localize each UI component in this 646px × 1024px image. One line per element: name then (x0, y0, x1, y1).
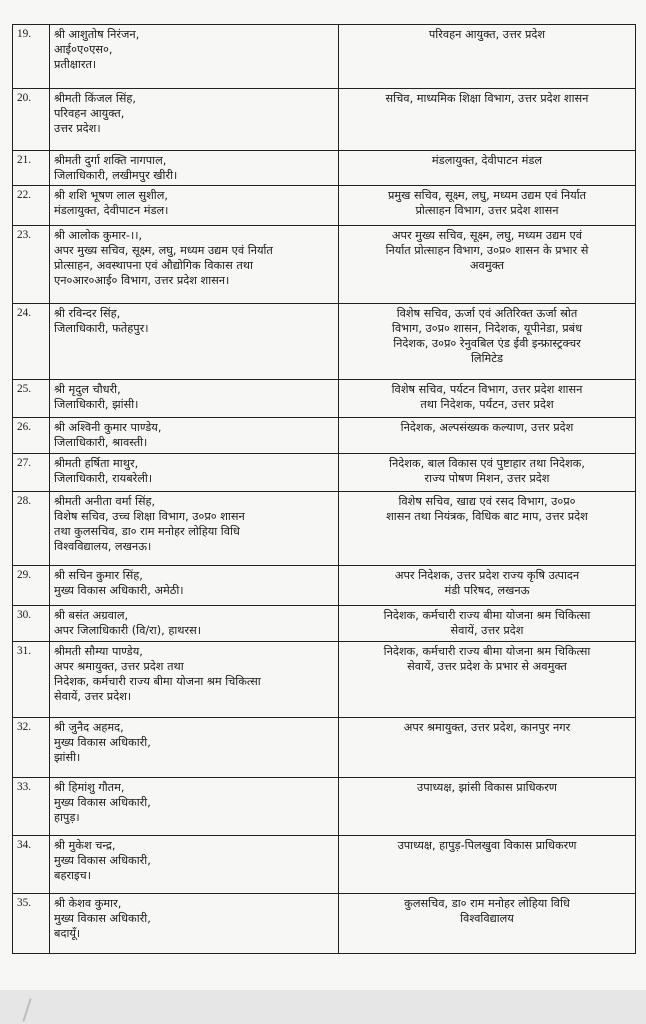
table-row (13, 25, 636, 89)
officer-line: तथा कुलसचिव, डा० राम मनोहर लोहिया विधि (54, 525, 240, 538)
officer-cell (50, 894, 339, 954)
officer-line: आई०ए०एस०, (54, 43, 113, 56)
officer-line: अपर श्रमायुक्त, उत्तर प्रदेश तथा (54, 660, 184, 673)
posting-line: विशेष सचिव, खाद्य एवं रसद विभाग, उ०प्र० (398, 495, 576, 508)
table-row (13, 186, 636, 226)
new-posting-cell (339, 151, 636, 186)
officer-line: श्री जुनैद अहमद, (54, 721, 124, 734)
serial-number: 22. (13, 186, 50, 226)
officer-cell (50, 454, 339, 492)
officer-cell (50, 836, 339, 894)
officer-cell (50, 89, 339, 151)
posting-line: अपर निदेशक, उत्तर प्रदेश राज्य कृषि उत्पादन (394, 569, 580, 582)
officer-line: श्री सचिन कुमार सिंह, (54, 569, 143, 582)
officer-line: श्री रविन्दर सिंह, (54, 307, 121, 320)
posting-line: मंडी परिषद, लखनऊ (444, 584, 530, 597)
officer-line: श्रीमती दुर्गा शक्ति नागपाल, (54, 154, 167, 167)
officer-line: प्रतीक्षारत। (54, 58, 97, 71)
posting-line: लिमिटेड (470, 352, 503, 365)
serial-number: 31. (13, 642, 50, 718)
officer-line: श्रीमती अनीता वर्मा सिंह, (54, 495, 156, 508)
new-posting-cell (339, 566, 636, 606)
posting-line: अपर श्रमायुक्त, उत्तर प्रदेश, कानपुर नगर (403, 721, 571, 734)
officer-line: श्री हिमांशु गौतम, (54, 781, 125, 794)
new-posting-cell (339, 778, 636, 836)
posting-line: सेवायें, उत्तर प्रदेश के प्रभार से अवमुक्त (407, 660, 567, 673)
officer-line: मुख्य विकास अधिकारी, (54, 796, 151, 809)
officer-cell (50, 226, 339, 304)
officer-cell (50, 380, 339, 418)
officer-cell (50, 606, 339, 642)
table-row (13, 454, 636, 492)
posting-line: मंडलायुक्त, देवीपाटन मंडल (431, 154, 543, 167)
officer-line: जिलाधिकारी, श्रावस्ती। (54, 436, 148, 449)
serial-number: 24. (13, 304, 50, 380)
officer-cell (50, 418, 339, 454)
officer-line: श्री मृदुल चौधरी, (54, 383, 121, 396)
serial-number: 30. (13, 606, 50, 642)
table-row (13, 380, 636, 418)
serial-number: 28. (13, 492, 50, 566)
officer-line: जिलाधिकारी, फतेहपुर। (54, 322, 149, 335)
posting-line: शासन तथा नियंत्रक, विधिक बाट माप, उत्तर प्रदेश (386, 510, 588, 523)
serial-number: 29. (13, 566, 50, 606)
officer-line: झांसी। (54, 751, 81, 764)
posting-line: प्रोत्साहन विभाग, उत्तर प्रदेश शासन (415, 204, 559, 217)
officer-cell (50, 492, 339, 566)
officer-line: मंडलायुक्त, देवीपाटन मंडल। (54, 204, 169, 217)
new-posting-cell (339, 418, 636, 454)
officer-line: श्री मुकेश चन्द्र, (54, 839, 116, 852)
table-row (13, 492, 636, 566)
new-posting-cell (339, 226, 636, 304)
officer-line: श्री शशि भूषण लाल सुशील, (54, 189, 168, 202)
posting-line: निदेशक, अल्पसंख्यक कल्याण, उत्तर प्रदेश (400, 421, 574, 434)
new-posting-cell (339, 492, 636, 566)
serial-number: 34. (13, 836, 50, 894)
officer-line: एन०आर०आई० विभाग, उत्तर प्रदेश शासन। (54, 274, 230, 287)
posting-line: निदेशक, उ०प्र० रेनुवबिल एंड ईवी इन्फ्रास्ट्रक्चर (393, 337, 581, 350)
posting-line: विभाग, उ०प्र० शासन, निदेशक, यूपीनेडा, प्रबंध (391, 322, 583, 335)
serial-number: 26. (13, 418, 50, 454)
table-row (13, 718, 636, 778)
table-row (13, 778, 636, 836)
transfer-table (12, 24, 636, 954)
officer-line: मुख्य विकास अधिकारी, अमेठी। (54, 584, 184, 597)
posting-line: सचिव, माध्यमिक शिक्षा विभाग, उत्तर प्रदेश शासन (385, 92, 589, 105)
posting-line: विश्वविद्यालय (460, 912, 514, 925)
officer-line: श्री आशुतोष निरंजन, (54, 28, 140, 41)
officer-line: जिलाधिकारी, लखीमपुर खीरी। (54, 169, 178, 182)
serial-number: 21. (13, 151, 50, 186)
officer-line: श्रीमती किंजल सिंह, (54, 92, 137, 105)
officer-line: परिवहन आयुक्त, (54, 107, 125, 120)
posting-line: प्रमुख सचिव, सूक्ष्म, लघु, मध्यम उद्यम एवं निर्यात (387, 189, 587, 202)
officer-line: उत्तर प्रदेश। (54, 122, 101, 135)
posting-line: परिवहन आयुक्त, उत्तर प्रदेश (428, 28, 546, 41)
table-row (13, 304, 636, 380)
serial-number: 35. (13, 894, 50, 954)
posting-line: राज्य पोषण मिशन, उत्तर प्रदेश (424, 472, 550, 485)
officer-line: मुख्य विकास अधिकारी, (54, 912, 151, 925)
serial-number: 25. (13, 380, 50, 418)
officer-line: हापुड़। (54, 811, 80, 824)
posting-line: निदेशक, कर्मचारी राज्य बीमा योजना श्रम चिकित्सा (383, 645, 591, 658)
officer-cell (50, 304, 339, 380)
officer-line: अपर जिलाधिकारी (वि/रा), हाथरस। (54, 624, 202, 637)
posting-line: तथा निदेशक, पर्यटन, उत्तर प्रदेश (420, 398, 554, 411)
posting-line: उपाध्यक्ष, हापुड़-पिलखुवा विकास प्राधिकरण (397, 839, 577, 852)
serial-number: 19. (13, 25, 50, 89)
new-posting-cell (339, 836, 636, 894)
table-row (13, 642, 636, 718)
posting-line: कुलसचिव, डा० राम मनोहर लोहिया विधि (404, 897, 570, 910)
officer-line: विशेष सचिव, उच्च शिक्षा विभाग, उ०प्र० शासन (54, 510, 245, 523)
table-row (13, 894, 636, 954)
serial-number: 27. (13, 454, 50, 492)
new-posting-cell (339, 380, 636, 418)
page-bottom-margin (0, 990, 646, 1024)
table-row (13, 226, 636, 304)
officer-line: प्रोत्साहन, अवस्थापना एवं औद्योगिक विकास तथा (54, 259, 253, 272)
posting-line: उपाध्यक्ष, झांसी विकास प्राधिकरण (417, 781, 557, 794)
new-posting-cell (339, 89, 636, 151)
new-posting-cell (339, 186, 636, 226)
officer-line: श्री केशव कुमार, (54, 897, 122, 910)
officer-line: बदायूँ। (54, 927, 81, 940)
new-posting-cell (339, 304, 636, 380)
officer-line: जिलाधिकारी, रायबरेली। (54, 472, 153, 485)
officer-cell (50, 778, 339, 836)
officer-line: मुख्य विकास अधिकारी, (54, 854, 151, 867)
posting-line: अवमुक्त (469, 259, 505, 272)
new-posting-cell (339, 25, 636, 89)
table-body (13, 25, 636, 954)
officer-cell (50, 718, 339, 778)
posting-line: विशेष सचिव, ऊर्जा एवं अतिरिक्त ऊर्जा स्रोत (396, 307, 578, 320)
officer-cell (50, 642, 339, 718)
table-row (13, 151, 636, 186)
officer-line: अपर मुख्य सचिव, सूक्ष्म, लघु, मध्यम उद्यम एवं निर्यात (54, 244, 273, 257)
officer-line: विश्वविद्यालय, लखनऊ। (54, 540, 152, 553)
officer-line: श्रीमती हर्षिता माथुर, (54, 457, 139, 470)
new-posting-cell (339, 894, 636, 954)
officer-line: श्री बसंत अग्रवाल, (54, 609, 129, 622)
officer-line: सेवायें, उत्तर प्रदेश। (54, 690, 132, 703)
posting-line: निर्यात प्रोत्साहन विभाग, उ०प्र० शासन के प्रभार से (385, 244, 589, 257)
posting-line: सेवायें, उत्तर प्रदेश (450, 624, 524, 637)
posting-line: निदेशक, बाल विकास एवं पुष्टाहार तथा निदेशक, (389, 457, 585, 470)
posting-line: निदेशक, कर्मचारी राज्य बीमा योजना श्रम चिकित्सा (383, 609, 591, 622)
serial-number: 23. (13, 226, 50, 304)
officer-line: जिलाधिकारी, झांसी। (54, 398, 139, 411)
posting-line: विशेष सचिव, पर्यटन विभाग, उत्तर प्रदेश शासन (391, 383, 583, 396)
officer-line: मुख्य विकास अधिकारी, (54, 736, 151, 749)
table-row (13, 836, 636, 894)
serial-number: 32. (13, 718, 50, 778)
posting-line: अपर मुख्य सचिव, सूक्ष्म, लघु, मध्यम उद्यम एवं (391, 229, 583, 242)
officer-line: श्री अश्विनी कुमार पाण्डेय, (54, 421, 162, 434)
table-row (13, 606, 636, 642)
officer-cell (50, 566, 339, 606)
officer-cell (50, 151, 339, 186)
officer-line: निदेशक, कर्मचारी राज्य बीमा योजना श्रम चिकित्सा (54, 675, 261, 688)
table-row (13, 566, 636, 606)
officer-cell (50, 25, 339, 89)
new-posting-cell (339, 718, 636, 778)
table-row (13, 418, 636, 454)
table-row (13, 89, 636, 151)
new-posting-cell (339, 642, 636, 718)
serial-number: 33. (13, 778, 50, 836)
new-posting-cell (339, 606, 636, 642)
officer-line: श्री आलोक कुमार-।।, (54, 229, 143, 242)
new-posting-cell (339, 454, 636, 492)
officer-line: बहराइच। (54, 869, 91, 882)
serial-number: 20. (13, 89, 50, 151)
officer-cell (50, 186, 339, 226)
officer-line: श्रीमती सौम्या पाण्डेय, (54, 645, 143, 658)
